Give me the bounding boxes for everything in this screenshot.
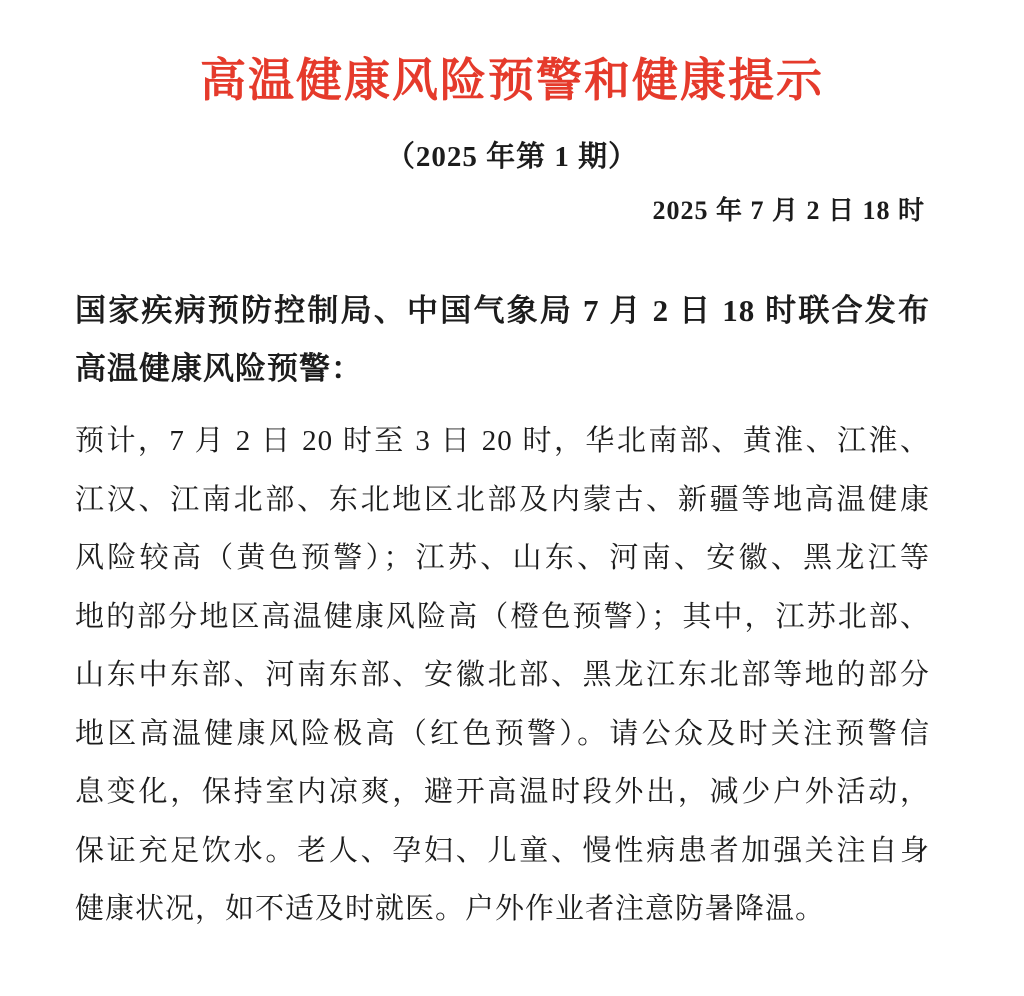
body-line: 保证充足饮水。老人、孕妇、儿童、慢性病患者加强关注自身 [75, 834, 930, 867]
body-line: 风险较高（黄色预警）；江苏、山东、河南、安徽、黑龙江等 [75, 542, 930, 574]
body-paragraph [75, 412, 930, 939]
lead-heading-line-1: 国家疾病预防控制局、中国气象局 7 月 2 日 18 时联合发布 [75, 293, 930, 328]
publish-datetime: 2025 年 7 月 2 日 18 时 [652, 196, 925, 225]
lead-heading-line-2: 高温健康风险预警： [75, 351, 363, 386]
lead-heading [75, 282, 930, 398]
body-line: 健康状况，如不适及时就医。户外作业者注意防暑降温。 [75, 893, 826, 925]
issue-number: （2025 年第 1 期） [385, 141, 639, 173]
body-line: 地区高温健康风险极高（红色预警）。请公众及时关注预警信 [75, 717, 930, 750]
body-line: 预计，7 月 2 日 20 时至 3 日 20 时，华北南部、黄淮、江淮、 [75, 425, 930, 457]
body-line: 息变化，保持室内凉爽，避开高温时段外出，减少户外活动， [75, 776, 930, 808]
document-title: 高温健康风险预警和健康提示 [200, 55, 824, 106]
body-line: 江汉、江南北部、东北地区北部及内蒙古、新疆等地高温健康 [75, 483, 930, 516]
body-line: 地的部分地区高温健康风险高（橙色预警）；其中，江苏北部、 [75, 600, 930, 633]
body-line: 山东中东部、河南东部、安徽北部、黑龙江东北部等地的部分 [75, 659, 930, 691]
